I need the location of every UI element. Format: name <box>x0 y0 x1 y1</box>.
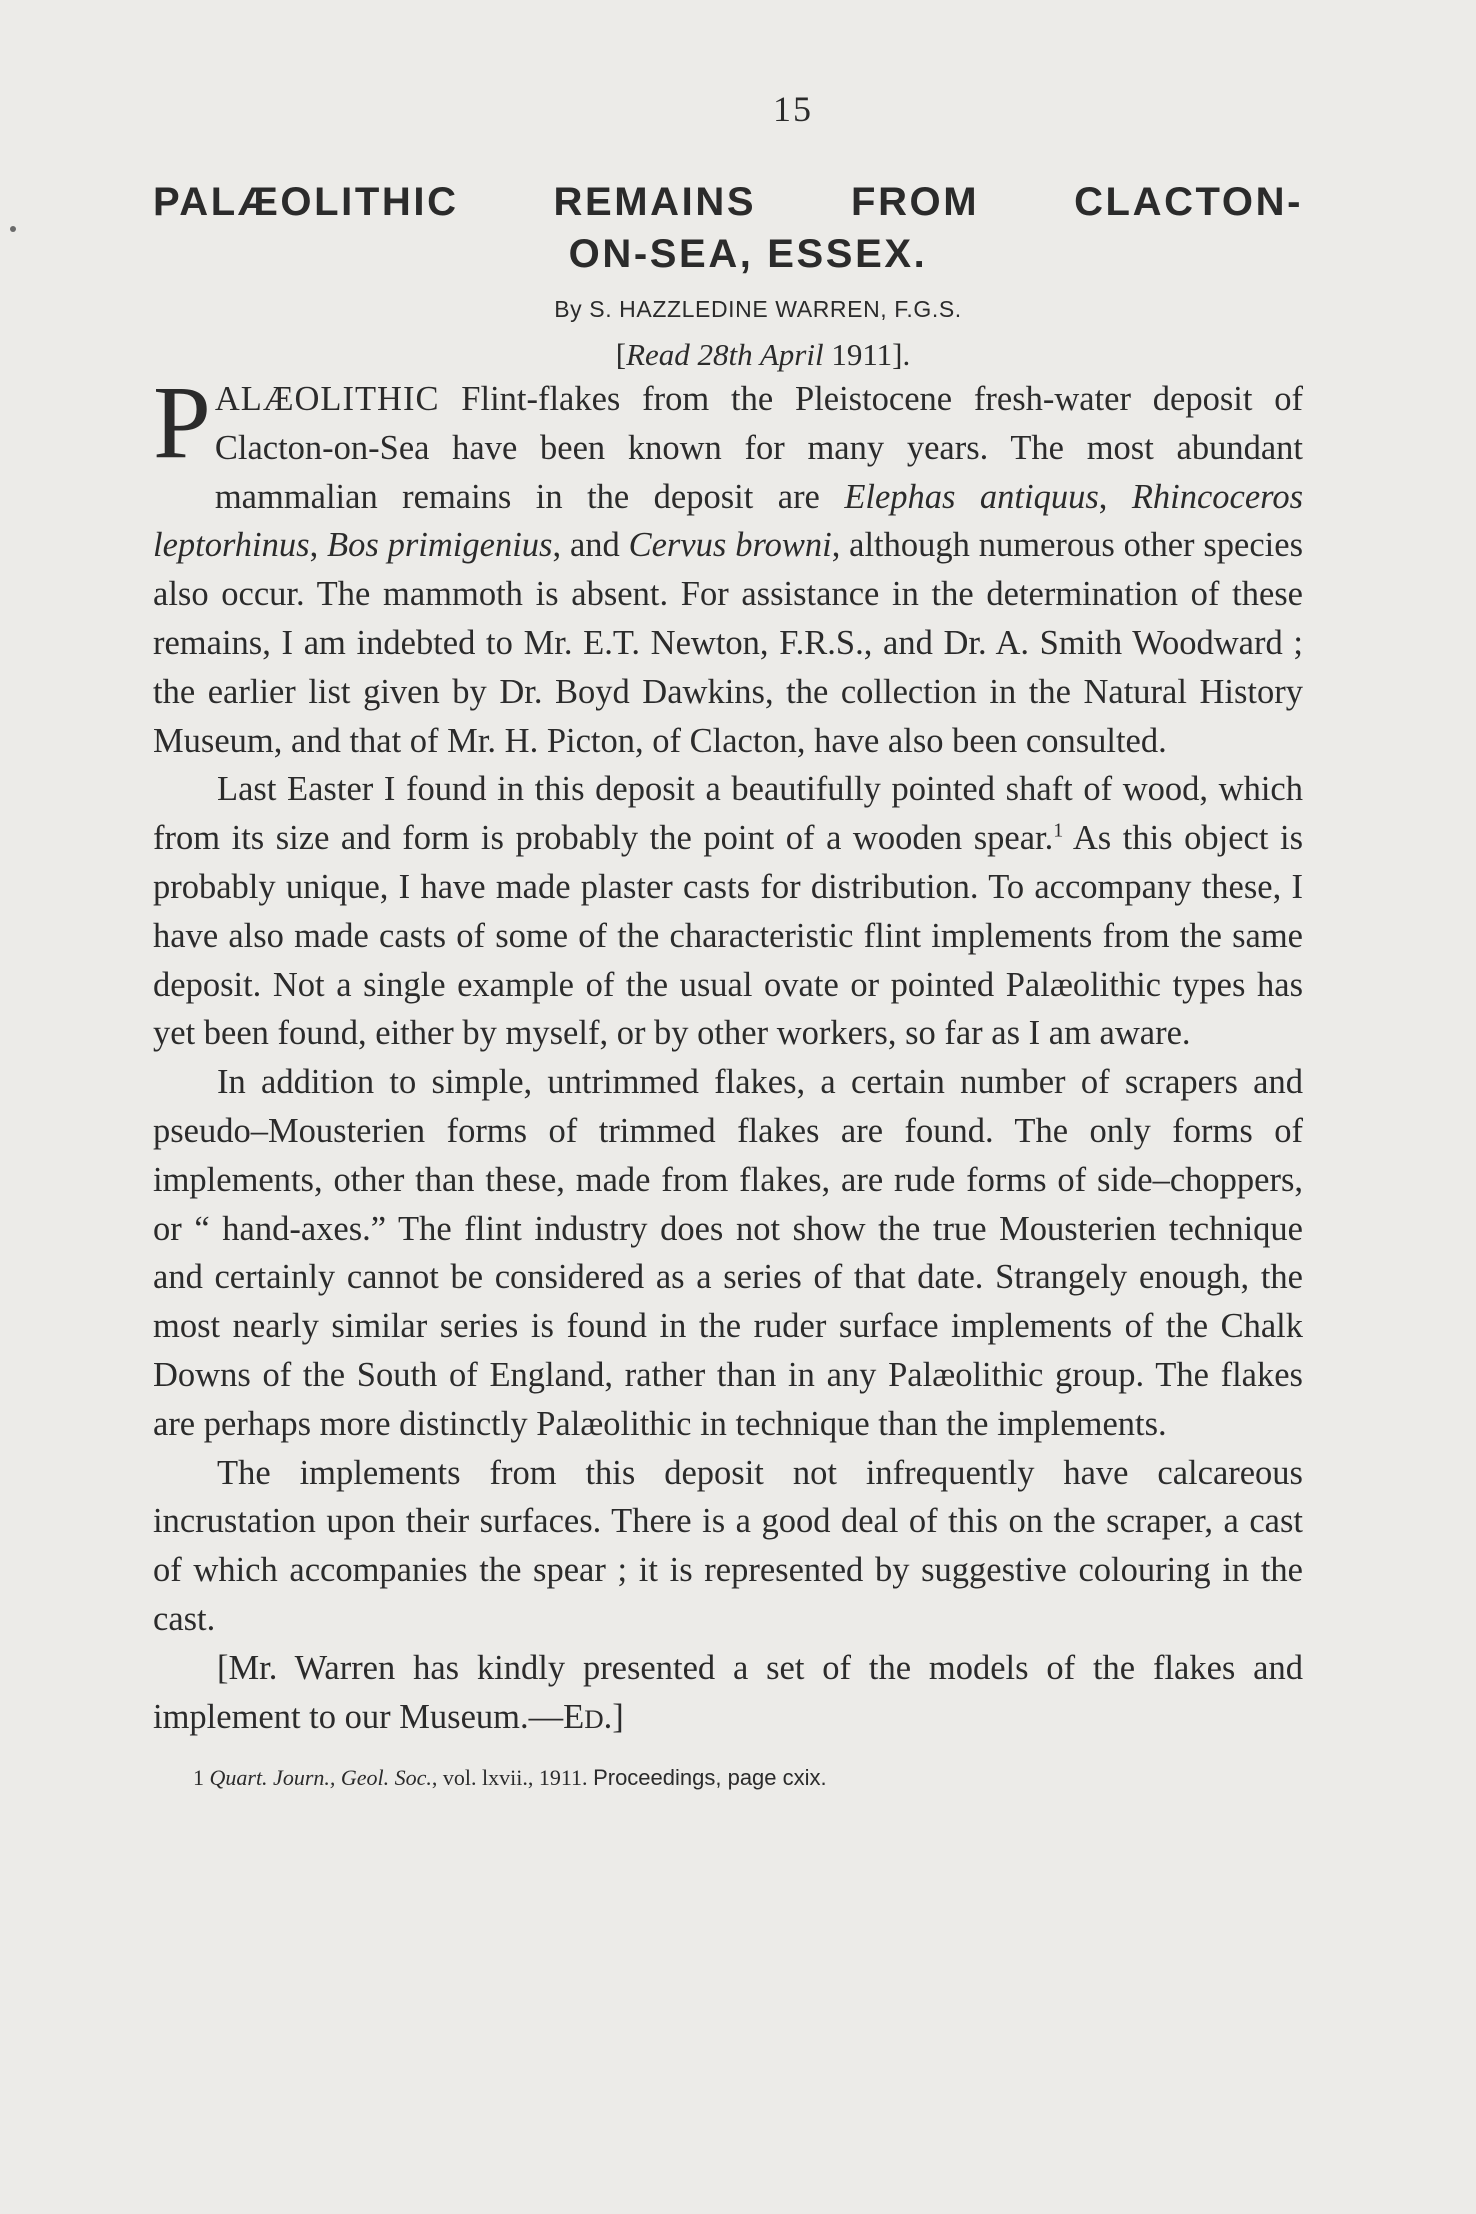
footnote-details: , vol. lxvii., 1911. <box>431 1765 588 1791</box>
species-name: Cervus browni <box>628 526 832 565</box>
paragraph-text: , <box>309 526 328 565</box>
title-word: CLACTON- <box>1074 180 1303 224</box>
author-byline: By S. HAZZLEDINE WARREN, F.G.S. <box>554 296 962 322</box>
paragraph-text: .] <box>603 1697 624 1736</box>
species-name: Elephas antiquus <box>844 477 1099 516</box>
title-line-1 <box>153 176 1303 228</box>
paragraph-text: Last Easter I found in this deposit a beautifully pointed shaft of wood, which from its size and form is probably the point of a wooden spear. <box>153 770 1303 858</box>
paragraph-text: , and <box>552 526 629 565</box>
title-word: FROM <box>851 180 980 224</box>
paragraph-text: , although numerous other species also occur. The mammoth is absent. For assistance in the determination of these remains, I am indebted to Mr. E.T. Newton, F.R.S., and Dr. A. Smith Woodward ; the earlier list given by Dr. Boyd Dawkins, the collection in the Natural History Museum, and that of Mr. H. Picton, of Clacton, have also been consulted. <box>153 526 1303 760</box>
species-name: Bos primigenius <box>327 526 553 565</box>
scan-speck <box>10 226 16 232</box>
paragraph-2 <box>153 765 1303 1058</box>
article-body <box>153 365 1303 1743</box>
paragraph-text: As this object is probably unique, I have made plaster casts for distribution. To accompany these, I have also made casts of some of the characteristic flint implements from the same deposit. Not a single example of the usual ovate or pointed Palæolithic types has yet been found, either by myself, or by other workers, so far as I am aware. <box>153 819 1303 1053</box>
article-title <box>153 176 1303 280</box>
footnote-journal: Quart. Journ., Geol. Soc. <box>209 1765 432 1791</box>
paragraph-text: , <box>1098 477 1132 516</box>
title-line-2: ON-SEA, ESSEX. <box>568 232 928 276</box>
title-word: REMAINS <box>553 180 757 224</box>
document-page <box>153 80 1303 2170</box>
editor-mark: E <box>563 1697 585 1736</box>
paragraph-3: In addition to simple, untrimmed flakes, a certain number of scrapers and pseudo–Mousterien forms of trimmed flakes are found. The only forms of implements, other than these, made from flakes, are rude forms of side–choppers, or “ hand-axes.” The flint industry does not show the true Mousterien technique and certainly cannot be considered as a series of that date. Strangely enough, the most nearly similar series is found in the ruder surface implements of the Chalk Downs of the South of England, rather than in any Palæolithic group. The flakes are perhaps more distinctly Palæolithic in technique than the implements. <box>153 1063 1303 1443</box>
paragraph-1 <box>153 365 1303 765</box>
read-date-open: [ <box>615 337 627 372</box>
species-name: Rhincoceros leptorhinus <box>153 477 1303 565</box>
paragraph-text: Flint-flakes from the Pleistocene fresh-water deposit of Clacton-on-Sea have been known for many years. The most abundant mammalian remains in the deposit are <box>214 380 1303 516</box>
lead-caps: ALÆOLITHIC <box>214 380 440 418</box>
footnote-proceedings: Proceedings, page cxix. <box>593 1765 827 1791</box>
page-number: 15 <box>773 89 813 129</box>
footnote-number: 1 <box>193 1765 204 1791</box>
title-word: PALÆOLITHIC <box>153 180 459 224</box>
read-date-italic: Read 28th April <box>626 337 824 372</box>
editor-mark-small: D <box>584 1703 604 1734</box>
footnote <box>193 1765 1303 1791</box>
paragraph-text: [Mr. Warren has kindly presented a set of the models of the flakes and implement to our Museum.— <box>153 1648 1303 1736</box>
footnote-marker: 1 <box>1053 819 1064 842</box>
paragraph-5 <box>153 1644 1303 1744</box>
paragraph-4: The implements from this deposit not infrequently have calcareous incrustation upon their surfaces. There is a good deal of this on the scraper, a cast of which accompanies the spear ; it is represented by suggestive colouring in the cast. <box>153 1453 1303 1638</box>
drop-cap: P <box>153 365 211 480</box>
read-date-close: 1911]. <box>823 337 911 372</box>
read-date <box>223 337 1303 373</box>
